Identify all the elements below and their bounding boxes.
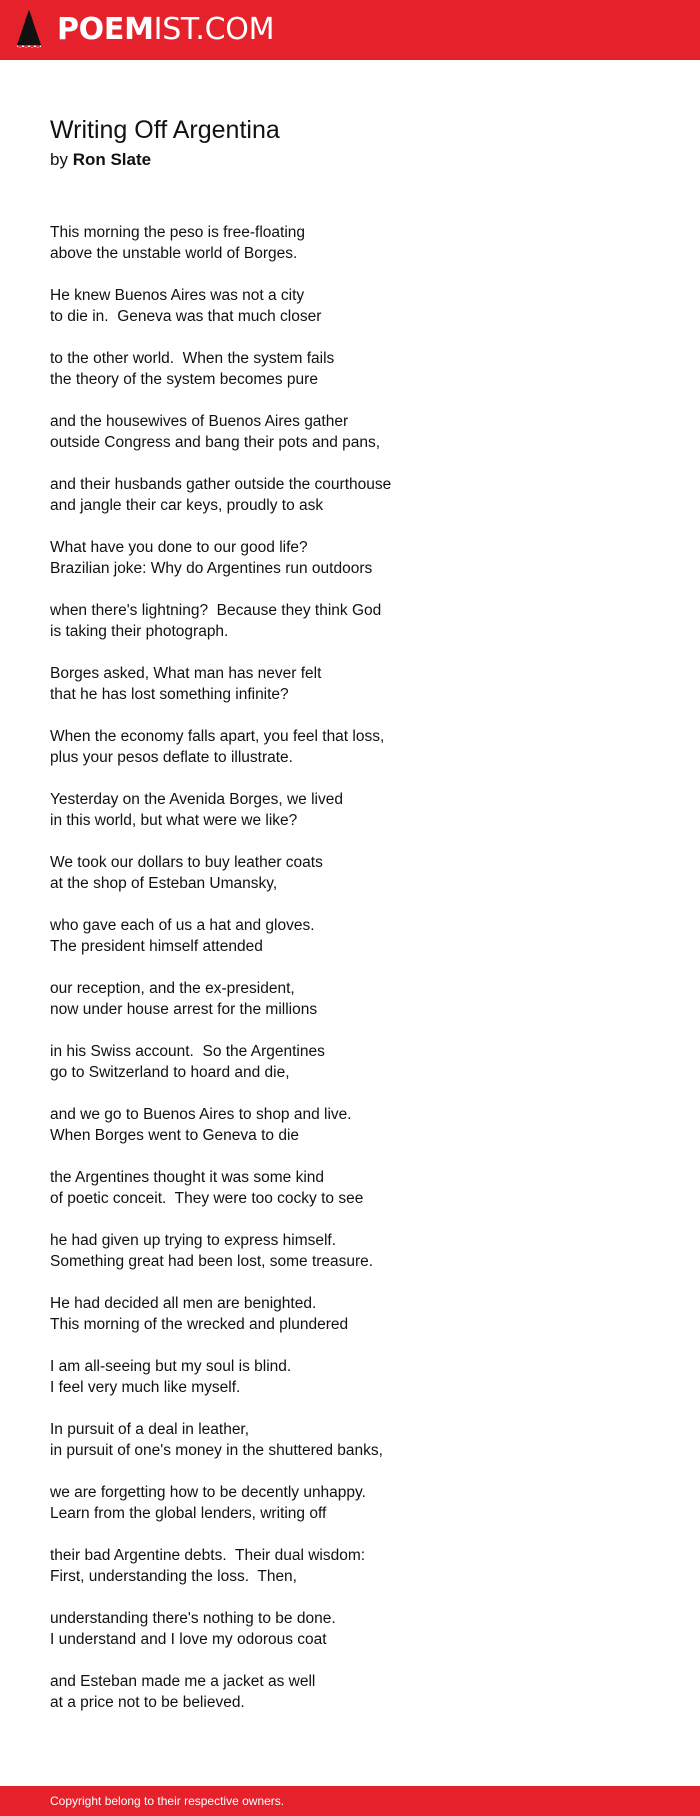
poem-line: I understand and I love my odorous coat	[50, 1631, 327, 1648]
poem-line: their bad Argentine debts. Their dual wisdom:	[50, 1547, 366, 1564]
poem-stanza	[50, 663, 610, 705]
poem-line: in pursuit of one's money in the shuttered banks,	[50, 1442, 383, 1459]
poem-stanza	[50, 537, 610, 579]
poem-line: When the economy falls apart, you feel that loss,	[50, 728, 385, 745]
copyright-notice: Copyright belong to their respective owners.	[50, 1794, 285, 1808]
poem-line: and their husbands gather outside the courthouse	[50, 476, 392, 493]
poem-stanza	[50, 1356, 610, 1398]
poem-line: go to Switzerland to hoard and die,	[50, 1064, 290, 1081]
home-logo-link[interactable]	[16, 9, 274, 51]
poem-stanza	[50, 1545, 610, 1587]
poem-author: Ron Slate	[72, 150, 152, 169]
poem-stanza	[50, 1230, 610, 1272]
site-header	[0, 0, 700, 60]
poem-line: We took our dollars to buy leather coats	[50, 854, 323, 871]
poem-line: First, understanding the loss. Then,	[50, 1568, 297, 1585]
poem-line: and jangle their car keys, proudly to ask	[50, 497, 324, 514]
poem-stanza	[50, 915, 610, 957]
poem-line: in this world, but what were we like?	[50, 812, 298, 829]
poem-line: we are forgetting how to be decently unhappy.	[50, 1484, 366, 1501]
poem-line: The president himself attended	[50, 938, 263, 955]
poem-stanza	[50, 1419, 610, 1461]
poem-line: to die in. Geneva was that much closer	[50, 308, 322, 325]
poem-stanza	[50, 1104, 610, 1146]
poem-line: and the housewives of Buenos Aires gather	[50, 413, 349, 430]
poem-title: Writing Off Argentina	[50, 116, 280, 144]
poem-line: at the shop of Esteban Umansky,	[50, 875, 278, 892]
poem-line: of poetic conceit. They were too cocky to see	[50, 1190, 364, 1207]
poem-line: when there's lightning? Because they think God	[50, 602, 382, 619]
poem-stanza	[50, 222, 610, 264]
poem-stanza	[50, 600, 610, 642]
poem-line: Something great had been lost, some treasure.	[50, 1253, 374, 1270]
poem-line: He knew Buenos Aires was not a city	[50, 287, 305, 304]
poem-stanza	[50, 789, 610, 831]
poem-line: is taking their photograph.	[50, 623, 229, 640]
poem-line: Learn from the global lenders, writing off	[50, 1505, 327, 1522]
poem-line: What have you done to our good life?	[50, 539, 308, 556]
poem-stanza	[50, 726, 610, 768]
poem-byline	[50, 148, 610, 172]
site-footer	[0, 1786, 700, 1816]
poem-line: our reception, and the ex-president,	[50, 980, 295, 997]
poem-stanza	[50, 1167, 610, 1209]
poem-line: he had given up trying to express himself.	[50, 1232, 337, 1249]
poem-stanza	[50, 1608, 610, 1650]
poem-line: and we go to Buenos Aires to shop and live.	[50, 1106, 352, 1123]
poem-line: the Argentines thought it was some kind	[50, 1169, 324, 1186]
poem-stanza	[50, 474, 610, 516]
poem-line: plus your pesos deflate to illustrate.	[50, 749, 293, 766]
poem-stanza	[50, 1293, 610, 1335]
poem-stanza	[50, 1671, 610, 1713]
poem-line: outside Congress and bang their pots and pans,	[50, 434, 381, 451]
site-name-strong: POEM	[57, 12, 154, 47]
poem-line: understanding there's nothing to be done.	[50, 1610, 336, 1627]
poem-stanza	[50, 978, 610, 1020]
poem-line: Yesterday on the Avenida Borges, we lived	[50, 791, 343, 808]
poem-line: I feel very much like myself.	[50, 1379, 241, 1396]
poem-stanza	[50, 348, 610, 390]
poem-stanza	[50, 1041, 610, 1083]
poem-stanza	[50, 1482, 610, 1524]
poem-stanza	[50, 411, 610, 453]
poem-line: I am all-seeing but my soul is blind.	[50, 1358, 292, 1375]
poem-line: and Esteban made me a jacket as well	[50, 1673, 316, 1690]
poem-line: This morning of the wrecked and plundered	[50, 1316, 349, 1333]
poem-line: that he has lost something infinite?	[50, 686, 289, 703]
poem-line: now under house arrest for the millions	[50, 1001, 318, 1018]
poem-line: in his Swiss account. So the Argentines	[50, 1043, 325, 1060]
poem-line: the theory of the system becomes pure	[50, 371, 318, 388]
poem-line: who gave each of us a hat and gloves.	[50, 917, 315, 934]
byline-prefix: by	[50, 150, 68, 169]
poem-stanza	[50, 285, 610, 327]
poem-line: to the other world. When the system fails	[50, 350, 335, 367]
poem-line: This morning the peso is free-floating	[50, 224, 306, 241]
site-name-light: IST.COM	[153, 12, 275, 47]
poem-line: above the unstable world of Borges.	[50, 245, 298, 262]
poem-content	[50, 113, 610, 1734]
poem-line: at a price not to be believed.	[50, 1694, 245, 1711]
poem-line: He had decided all men are benighted.	[50, 1295, 317, 1312]
poem-line: Brazilian joke: Why do Argentines run outdoors	[50, 560, 373, 577]
pencil-logo-icon	[16, 9, 42, 51]
poem-body	[50, 222, 610, 1713]
poem-line: Borges asked, What man has never felt	[50, 665, 322, 682]
site-name	[57, 9, 274, 51]
poem-line: When Borges went to Geneva to die	[50, 1127, 300, 1144]
poem-line: In pursuit of a deal in leather,	[50, 1421, 250, 1438]
poem-stanza	[50, 852, 610, 894]
